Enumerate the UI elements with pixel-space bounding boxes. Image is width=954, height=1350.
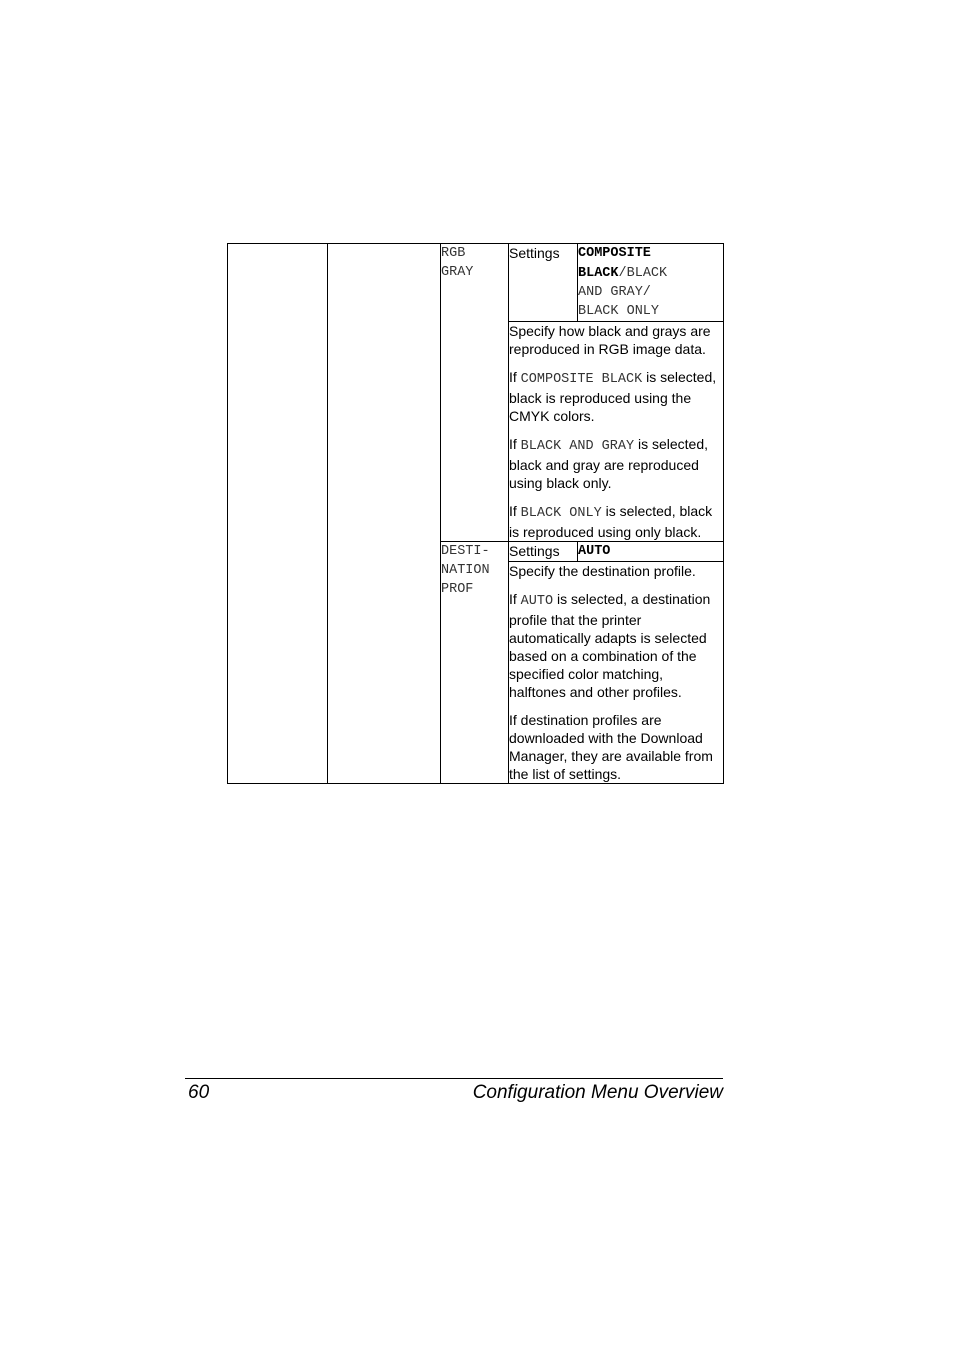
black-and-gray-code: BLACK AND GRAY	[520, 439, 635, 454]
destination-settings-values	[578, 542, 724, 562]
rgb-gray-item-line1: RGB	[441, 246, 466, 261]
destination-settings-label: Settings	[509, 542, 578, 562]
rgb-gray-settings-values	[578, 244, 724, 322]
black-only-value: BLACK ONLY	[578, 304, 660, 319]
empty-cell-level2	[328, 244, 441, 784]
rgb-gray-desc-p3: If BLACK AND GRAY is selected, black and gray are reproduced using black only.	[509, 436, 709, 491]
footer-title: Configuration Menu Overview	[472, 1082, 723, 1103]
black-value-part: /BLACK	[618, 266, 668, 281]
composite-value-line2: BLACK	[578, 266, 619, 281]
destination-item-line2: NATION	[441, 563, 490, 578]
rgb-gray-desc-p1: Specify how black and grays are reproduced in RGB image data.	[509, 323, 711, 357]
rgb-gray-settings-label: Settings	[509, 244, 578, 322]
destination-prof-item-cell	[441, 542, 509, 784]
destination-desc-p3: If destination profiles are downloaded with the Download Manager, they are available from the list of settings.	[509, 712, 713, 782]
composite-black-code: COMPOSITE BLACK	[520, 372, 643, 387]
rgb-gray-item-cell	[441, 244, 509, 542]
auto-value: AUTO	[578, 544, 611, 559]
destination-item-line1: DESTI-	[441, 544, 490, 559]
menu-table	[227, 243, 724, 784]
destination-item-line3: PROF	[441, 582, 474, 597]
black-only-code: BLACK ONLY	[520, 506, 602, 521]
auto-code: AUTO	[520, 594, 554, 609]
destination-desc-p2: If AUTO is selected, a destination profile that the printer automatically adapts is selected based on a combination of the specified color matching, halftones and other profiles.	[509, 591, 711, 700]
rgb-gray-item-line2: GRAY	[441, 265, 474, 280]
composite-value-line1: COMPOSITE	[578, 246, 651, 261]
empty-cell-level1	[228, 244, 328, 784]
rgb-gray-desc-p2: If COMPOSITE BLACK is selected, black is reproduced using the CMYK colors.	[509, 369, 717, 424]
destination-description	[509, 562, 724, 784]
rgb-gray-desc-p4: If BLACK ONLY is selected, black is reproduced using only black.	[509, 503, 713, 540]
table-row	[228, 244, 724, 322]
page-number: 60	[188, 1082, 210, 1103]
destination-desc-p1: Specify the destination profile.	[509, 563, 696, 579]
rgb-gray-description	[509, 322, 724, 542]
footer-divider	[185, 1078, 723, 1079]
and-gray-value: AND GRAY/	[578, 285, 651, 300]
